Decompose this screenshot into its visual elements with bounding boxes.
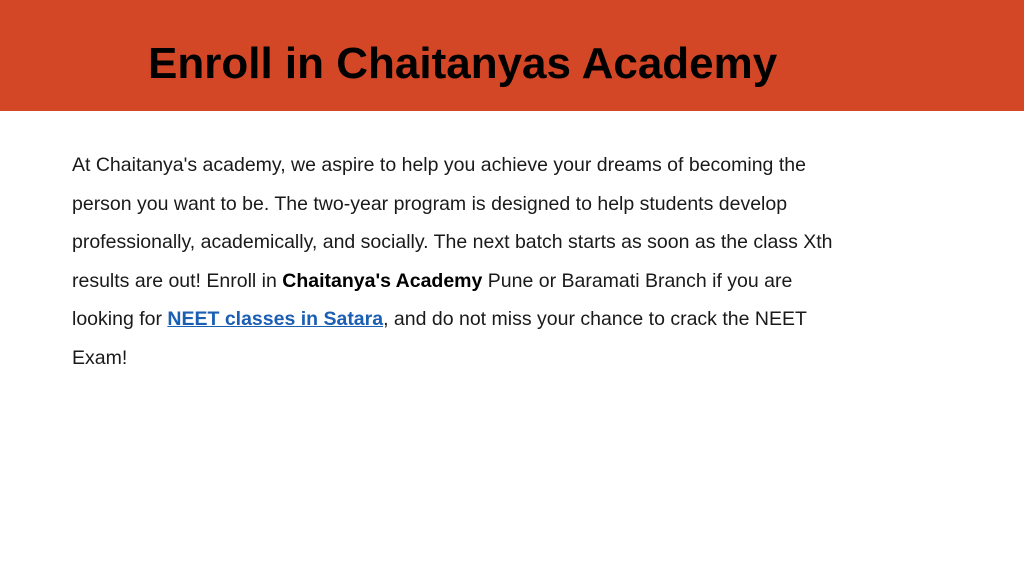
paragraph-line-2: person you want to be. The two-year program is designed to help students develop <box>72 192 788 215</box>
paragraph-line-5-start: looking for <box>72 308 168 331</box>
paragraph-line-6: Exam! <box>72 346 128 369</box>
paragraph-line-5 <box>72 300 932 339</box>
academy-name-bold: Chaitanya's Academy <box>282 269 483 292</box>
paragraph-line-4 <box>72 262 932 301</box>
header-band <box>0 0 1024 111</box>
paragraph-line-1: At Chaitanya's academy, we aspire to help you achieve your dreams of becoming the <box>72 154 806 176</box>
paragraph-line-4-start: results are out! Enroll in <box>72 269 283 292</box>
neet-classes-link[interactable]: NEET classes in Satara <box>167 308 384 331</box>
paragraph-line-4-end: Pune or Baramati Branch if you are <box>482 269 793 292</box>
paragraph-line-3: professionally, academically, and socially. The next batch starts as soon as the class Xth <box>72 231 833 254</box>
slide-title: Enroll in Chaitanyas Academy <box>148 39 778 88</box>
body-paragraph <box>72 146 932 378</box>
paragraph-line-5-end: , and do not miss your chance to crack the NEET <box>383 308 807 331</box>
